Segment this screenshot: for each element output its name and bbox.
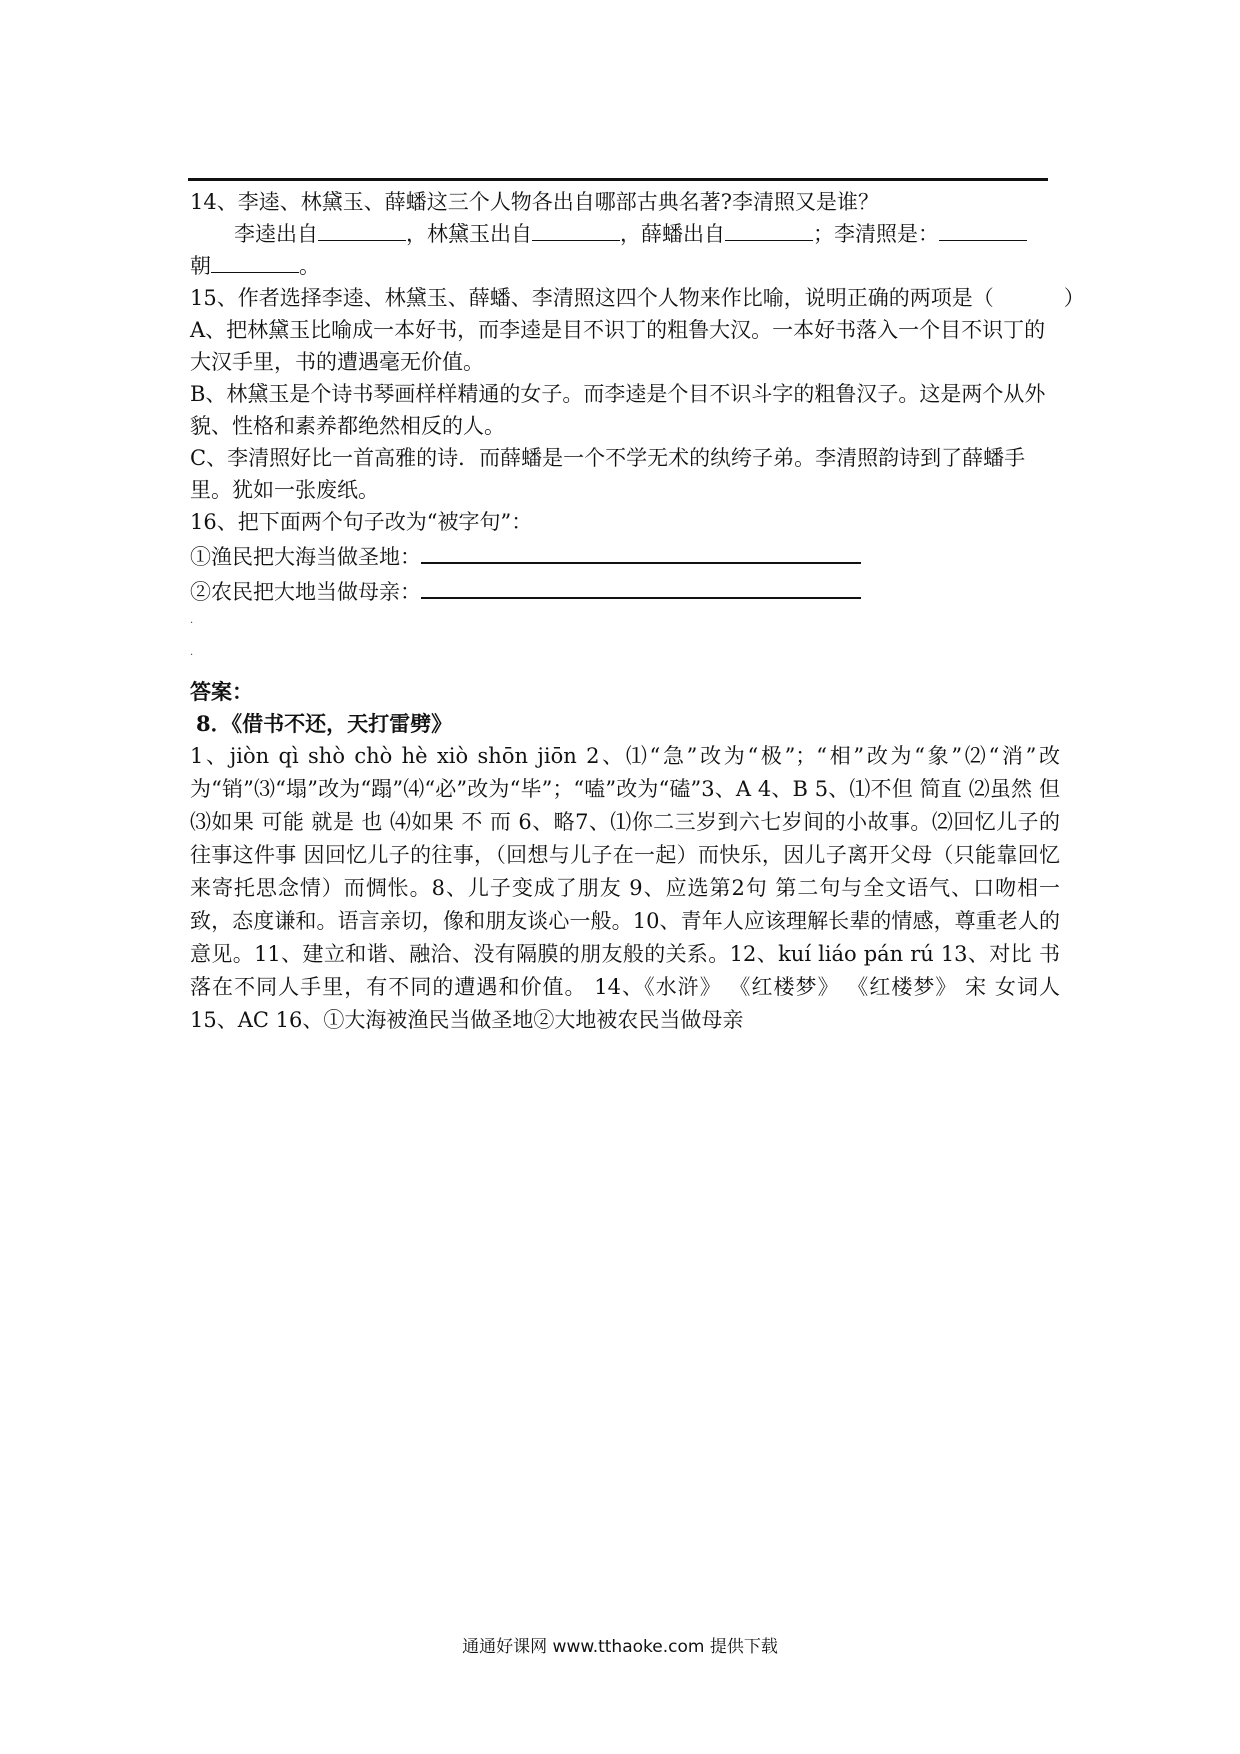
q14-lindaiyu-label: ，林黛玉出自 xyxy=(406,222,532,246)
worksheet-content xyxy=(190,186,1085,1037)
scan-speck: · xyxy=(190,618,194,629)
q14-liqingzhao-blank[interactable] xyxy=(939,218,1027,241)
top-divider-line xyxy=(188,178,1048,181)
q14-lindaiyu-blank[interactable] xyxy=(532,218,620,241)
q14-liqingzhao-label: ；李清照是： xyxy=(813,222,939,246)
q16-item-2-blank[interactable] xyxy=(421,573,861,599)
q14-dynasty-line xyxy=(190,250,1060,282)
q16-item-2-text: ②农民把大地当做母亲： xyxy=(190,580,421,604)
q15-option-c: C、李清照好比一首高雅的诗．而薛蟠是一个不学无术的纨绔子弟。李清照韵诗到了薛蟠手里。犹如一张废纸。 xyxy=(190,446,1026,502)
q14-dynasty-blank[interactable] xyxy=(211,250,299,273)
q14-xuepan-label: ，薛蟠出自 xyxy=(620,222,725,246)
q15-question xyxy=(190,282,1085,314)
q14-likui-blank[interactable] xyxy=(318,218,406,241)
footer-credit: 通通好课网 www.tthaoke.com 提供下载 xyxy=(462,1637,778,1657)
q14-xuepan-blank[interactable] xyxy=(725,218,813,241)
answers-title: 8．《借书不还，天打雷劈》 xyxy=(196,711,453,736)
q14-answer-line xyxy=(190,218,1060,250)
q16-item-1 xyxy=(190,538,1060,573)
answers-heading: 答案： xyxy=(190,679,253,704)
q14-chao-label: 朝 xyxy=(190,254,211,278)
q15-question-text: 15、作者选择李逵、林黛玉、薛蟠、李清照这四个人物来作比喻，说明正确的两项是（ xyxy=(190,286,994,310)
q16-question: 16、把下面两个句子改为“被字句”： xyxy=(190,510,533,534)
q16-item-1-text: ①渔民把大海当做圣地： xyxy=(190,545,421,569)
q15-option-b: B、林黛玉是个诗书琴画样样精通的女子。而李逵是个目不识斗字的粗鲁汉子。这是两个从外貌、性格和素养都绝然相反的人。 xyxy=(190,382,1046,438)
q16-item-2 xyxy=(190,573,1060,608)
q14-end-mark: 。 xyxy=(299,254,320,278)
q14-question: 14、李逵、林黛玉、薛蟠这三个人物各出自哪部古典名著?李清照又是谁？ xyxy=(190,190,879,214)
q14-likui-label: 李逵出自 xyxy=(234,222,318,246)
answers-body: 1、jiòn qì shò chò hè xiò shōn jiōn 2、⑴“急”改为“极”；“相”改为“象”⑵“消”改为“销”⑶“塌”改为“蹋”⑷“必”改为“毕”；“嗑”改为“磕”3、A 4、B 5、⑴不但 简直 ⑵虽然 但 ⑶如果 可能 就是 也 ⑷如果 不 而 6、略7、⑴你二三岁到六七岁间的小故事。⑵回忆儿子的往事这件事 因回忆儿子的往事，（回想与儿子在一起）而快乐，因儿子离开父母（只能靠回忆来寄托思念情）而惆怅。8、儿子变成了朋友 9、应选第2句 第二句与全文语气、口吻相一致，态度谦和。语言亲切，像和朋友谈心一般。10、青年人应该理解长辈的情感，尊重老人的意见。11、建立和谐、融洽、没有隔膜的朋友般的关系。12、kuí liáo pán rú 13、对比 书落在不同人手里，有不同的遭遇和价值。 14、《水浒》 《红楼梦》 《红楼梦》 宋 女词人 15、AC 16、①大海被渔民当做圣地②大地被农民当做母亲 xyxy=(190,744,1060,1032)
q15-question-close: ） xyxy=(1063,286,1085,310)
q16-item-1-blank[interactable] xyxy=(421,538,861,564)
scan-speck: · xyxy=(190,650,194,661)
q15-option-a: A、把林黛玉比喻成一本好书，而李逵是目不识丁的粗鲁大汉。一本好书落入一个目不识丁的大汉手里，书的遭遇毫无价值。 xyxy=(190,318,1046,374)
